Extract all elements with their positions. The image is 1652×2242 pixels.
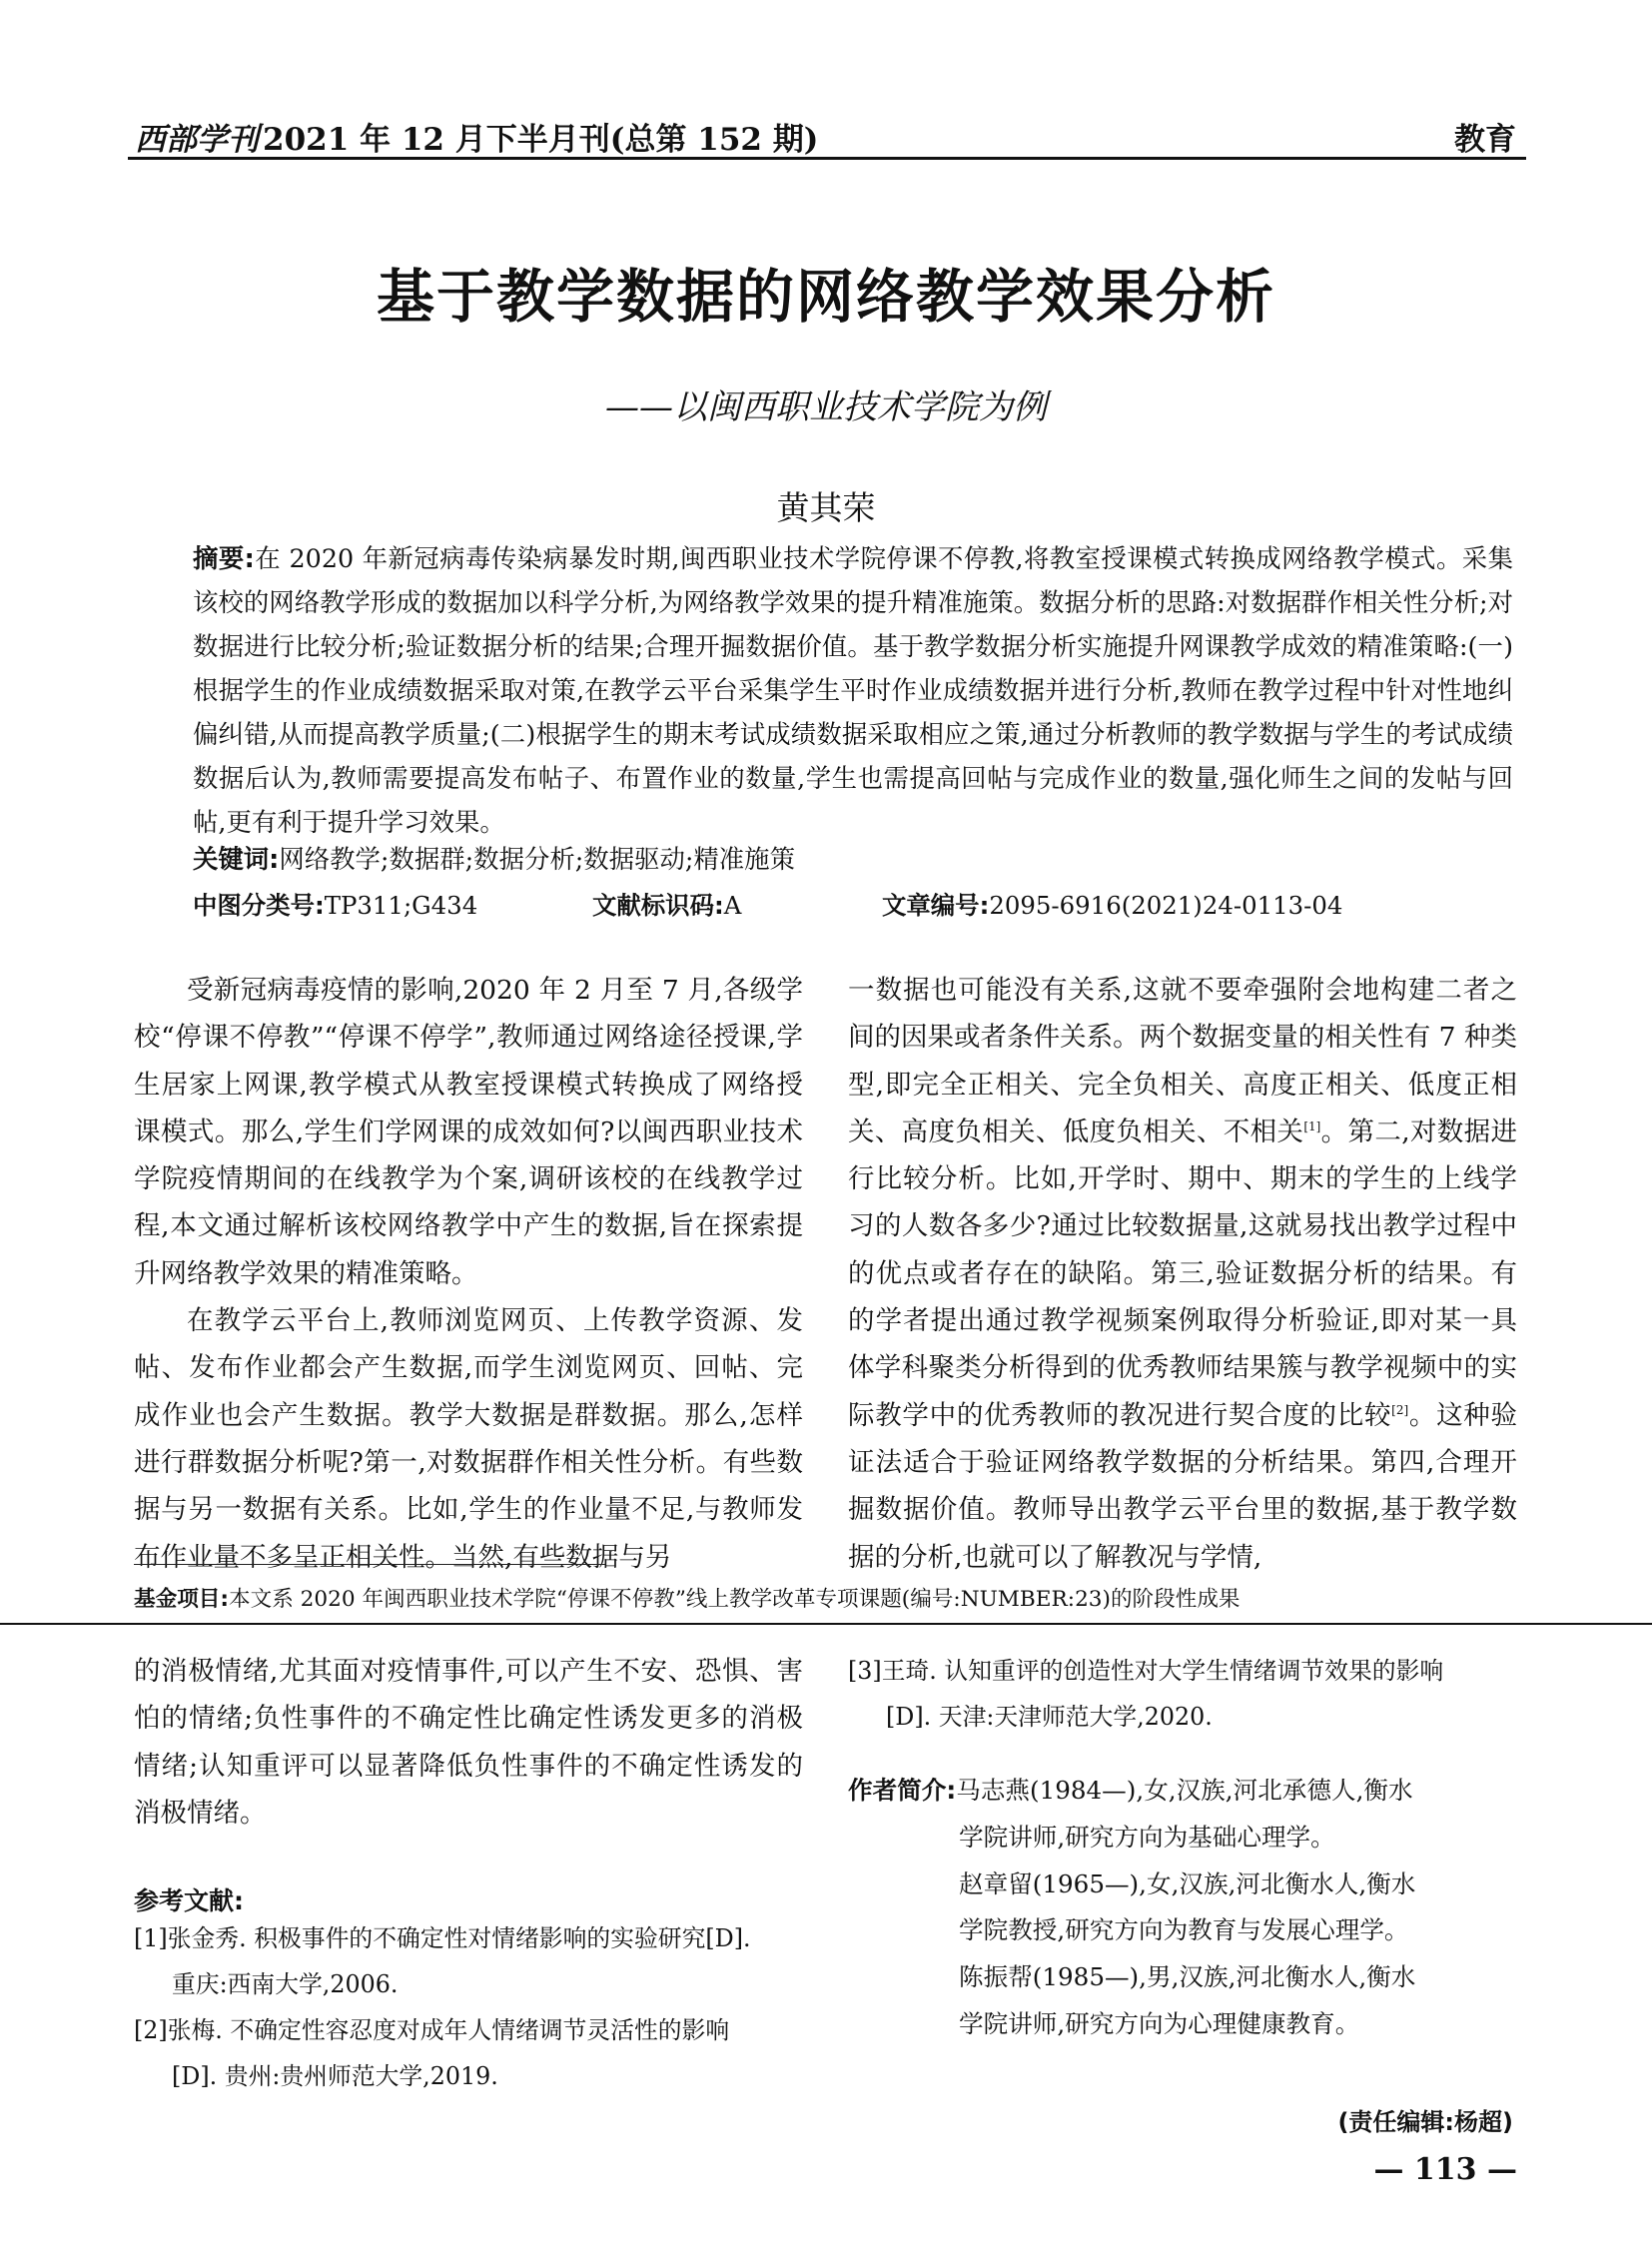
header-rule: [128, 157, 1526, 160]
section-label: 教育: [1454, 122, 1516, 158]
keywords-label: 关键词:: [193, 844, 280, 874]
citation-2: [2]: [1391, 1402, 1409, 1417]
clc-number: 中图分类号:TP311;G434: [193, 891, 478, 920]
abstract-text: 在 2020 年新冠病毒传染病暴发时期,闽西职业技术学院停课不停教,将教室授课模式转换成网络教学模式。采集该校的网络教学形成的数据加以科学分析,为网络教学效果的提升精准施策。数据分析的思路:对数据群作相关性分析;对数据进行比较分析;验证数据分析的结果;合理开掘数据价值。基于教学数据分析实施提升网课教学成效的精准策略:(一)根据学生的作业成绩数据采取对策,在教学云平台采集学生平时作业成绩数据并进行分析,教师在教学过程中针对性地纠偏纠错,从而提高教学质量;(二)根据学生的期末考试成绩数据采取相应之策,通过分析教师的教学数据与学生的考试成绩数据后认为,教师需要提高发布帖子、布置作业的数量,学生也需提高回帖与完成作业的数量,强化师生之间的发帖与回帖,更有利于提升学习效果。: [193, 543, 1513, 837]
article-author: 黄其荣: [776, 488, 876, 527]
citation-1: [1]: [1303, 1120, 1321, 1134]
body-column-right: [848, 967, 1517, 1581]
section-divider: [0, 1623, 1652, 1625]
journal-name: 西部学刊: [135, 122, 259, 158]
running-header: [135, 114, 818, 159]
reference-item: [1]张金秀. 积极事件的不确定性对情绪影响的实验研究[D]. 重庆:西南大学,2006.: [134, 1924, 751, 1998]
footnote-rule: [134, 1564, 605, 1565]
classification-line: [193, 886, 1513, 926]
author-info: 作者简介:马志燕(1984—),女,汉族,河北承德人,衡水 学院讲师,研究方向为基础心理学。 赵章留(1965—),女,汉族,河北衡水人,衡水 学院教授,研究方向为教育与发展心理学。 陈振帮(1985—),男,汉族,河北衡水人,衡水 学院讲师,研究方向为心理健康教育。: [848, 1776, 1416, 2038]
fund-note: [134, 1582, 1240, 1613]
article-number: 文章编号:2095-6916(2021)24-0113-04: [882, 891, 1343, 920]
author-info-label: 作者简介:: [848, 1776, 957, 1805]
page-number: — 113 —: [1373, 2152, 1517, 2187]
reference-item: [3]王琦. 认知重评的创造性对大学生情绪调节效果的影响 [D]. 天津:天津师范大学,2020.: [848, 1657, 1444, 1731]
body-paragraph: 在教学云平台上,教师浏览网页、上传教学资源、发帖、发布作业都会产生数据,而学生浏览网页、回帖、完成作业也会产生数据。教学大数据是群数据。那么,怎样进行群数据分析呢?第一,对数据群作相关性分析。有些数据与另一数据有关系。比如,学生的作业量不足,与教师发布作业量不多呈正相关性。当然,有些数据与另: [134, 1305, 803, 1573]
responsible-editor: (责任编辑:杨超): [1337, 2108, 1513, 2136]
fund-label: 基金项目:: [134, 1587, 230, 1612]
fund-text: 本文系 2020 年闽西职业技术学院“停课不停教”线上教学改革专项课题(编号:NUMBER:23)的阶段性成果: [229, 1587, 1240, 1612]
keywords: [193, 840, 795, 876]
abstract: [193, 536, 1513, 844]
body-paragraph: 受新冠病毒疫情的影响,2020 年 2 月至 7 月,各级学校“停课不停教”“停课不停学”,教师通过网络途径授课,学生居家上网课,教学模式从教室授课模式转换成了网络授课模式。那么,学生们学网课的成效如何?以闽西职业技术学院疫情期间的在线教学为个案,调研该校的在线教学过程,本文通过解析该校网络教学中产生的数据,旨在探索提升网络教学效果的精准策略。: [134, 975, 803, 1289]
article-subtitle: ——以闽西职业技术学院为例: [605, 387, 1047, 427]
issue-info: 2021 年 12 月下半月刊(总第 152 期): [263, 122, 819, 158]
article-title: 基于教学数据的网络教学效果分析: [376, 263, 1275, 331]
body-paragraph: 一数据也可能没有关系,这就不要牵强附会地构建二者之间的因果或者条件关系。两个数据变量的相关性有 7 种类型,即完全正相关、完全负相关、高度正相关、低度正相关、高度负相关、低度负相关、不相关[1]。第二,对数据进行比较分析。比如,开学时、期中、期末的学生的上线学习的人数各多少?通过比较数据量,这就易找出教学过程中的优点或者存在的缺陷。第三,验证数据分析的结果。有的学者提出通过教学视频案例取得分析验证,即对某一具体学科聚类分析得到的优秀教师结果簇与教学视频中的实际教学中的优秀教师的教况进行契合度的比较[2]。这种验证法适合于验证网络教学数据的分析结果。第四,合理开掘数据价值。教师导出教学云平台里的数据,基于教学数据的分析,也就可以了解教况与学情,: [848, 975, 1518, 1573]
abstract-label: 摘要:: [193, 543, 255, 573]
document-code: 文献标识码:A: [592, 891, 742, 920]
lower-left-text: 的消极情绪,尤其面对疫情事件,可以产生不安、恐惧、害怕的情绪;负性事件的不确定性比确定性诱发更多的消极情绪;认知重评可以显著降低负性事件的不确定性诱发的消极情绪。: [134, 1656, 803, 1829]
body-column-left: [134, 967, 803, 1581]
keywords-text: 网络教学;数据群;数据分析;数据驱动;精准施策: [279, 844, 795, 874]
references-heading: 参考文献:: [134, 1886, 244, 1915]
reference-item: [2]张梅. 不确定性容忍度对成年人情绪调节灵活性的影响 [D]. 贵州:贵州师范大学,2019.: [134, 2016, 730, 2090]
